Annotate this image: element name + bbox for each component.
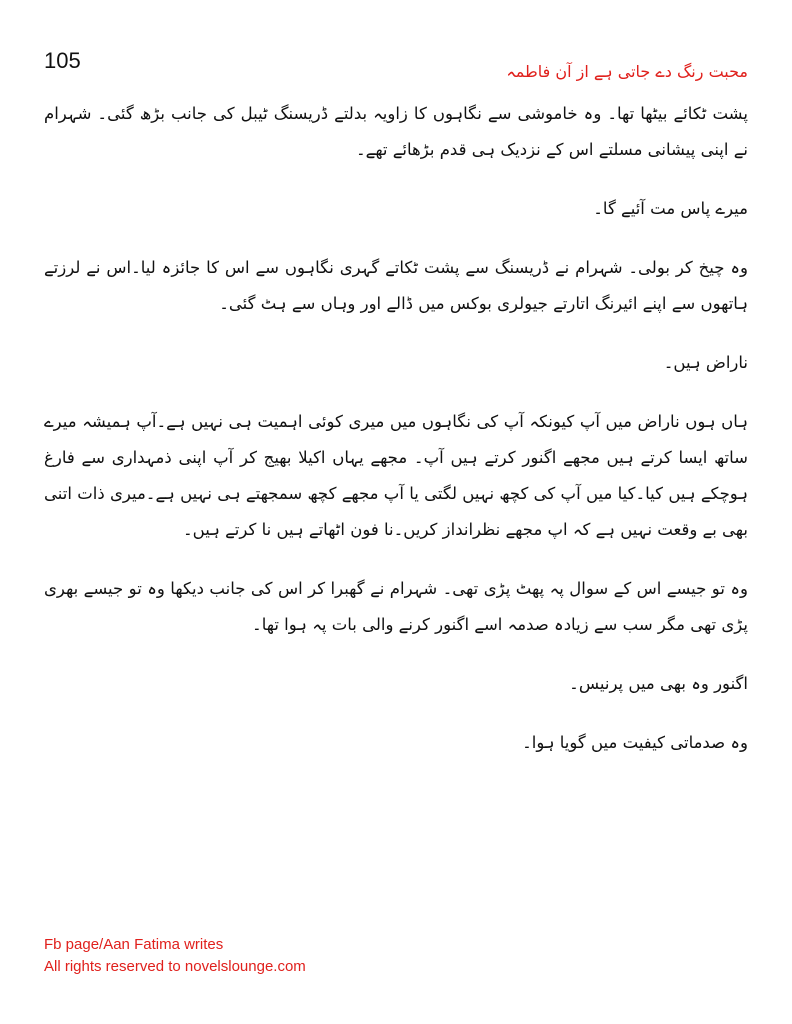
paragraph: وہ تو جیسے اس کے سوال پہ پھٹ پڑی تھی۔ شہرام نے گھبرا کر اس کی جانب دیکھا وہ تو جیسے بھری پڑی تھی مگر سب سے زیادہ صدمہ اسے اگنور کرنے والی بات پہ ہوا تھا۔ [44, 579, 748, 634]
paragraph: میرے پاس مت آئیے گا۔ [593, 199, 748, 218]
footer [44, 934, 306, 978]
paragraph: اگنور وہ بھی میں پرنیس۔ [569, 674, 748, 693]
paragraph: ناراض ہیں۔ [663, 353, 748, 372]
header-title: محبت رنگ دے جاتی ہے از آن فاطمہ [506, 62, 748, 81]
page-number: 105 [44, 48, 81, 73]
paragraph: ہاں ہوں ناراض میں آپ کیونکہ آپ کی نگاہوں میں میری کوئی اہمیت ہی نہیں ہے۔آپ ہمیشہ میرے ساتھ ایسا کرتے ہیں مجھے اگنور کرتے ہیں آپ۔ مجھے یہاں اکیلا بھیج کر آپ اپنی ذمہداری سے فارغ ہوچکے ہیں کیا۔کیا میں آپ کی کچھ نہیں لگتی یا آپ مجھے کچھ سمجھتے ہی نہیں ہے۔میری ذات اتنی بھی بے وقعت نہیں ہے کہ اپ مجھے نظرانداز کریں۔نا فون اٹھاتے ہیں نا کرتے ہیں۔ [44, 412, 748, 539]
paragraph: وہ صدماتی کیفیت میں گویا ہوا۔ [522, 733, 748, 752]
body-text [44, 96, 748, 784]
footer-line-facebook: Fb page/Aan Fatima writes [44, 936, 224, 953]
paragraph: پشت ٹکائے بیٹھا تھا۔ وہ خاموشی سے نگاہوں کا زاویہ بدلتے ڈریسنگ ٹیبل کی جانب بڑھ گئی۔ شہرام نے اپنی پیشانی مسلتے اس کے نزدیک ہی قدم بڑھائے تھے۔ [44, 104, 748, 159]
footer-line-copyright: All rights reserved to novelslounge.com [44, 958, 306, 975]
paragraph: وہ چیخ کر بولی۔ شہرام نے ڈریسنگ سے پشت ٹکاتے گہری نگاہوں سے اس کا جائزہ لیا۔اس نے لرزتے ہاتھوں سے اپنے ائیرنگ اتارتے جیولری بوکس میں ڈالے اور وہاں سے ہٹ گئی۔ [44, 258, 748, 313]
